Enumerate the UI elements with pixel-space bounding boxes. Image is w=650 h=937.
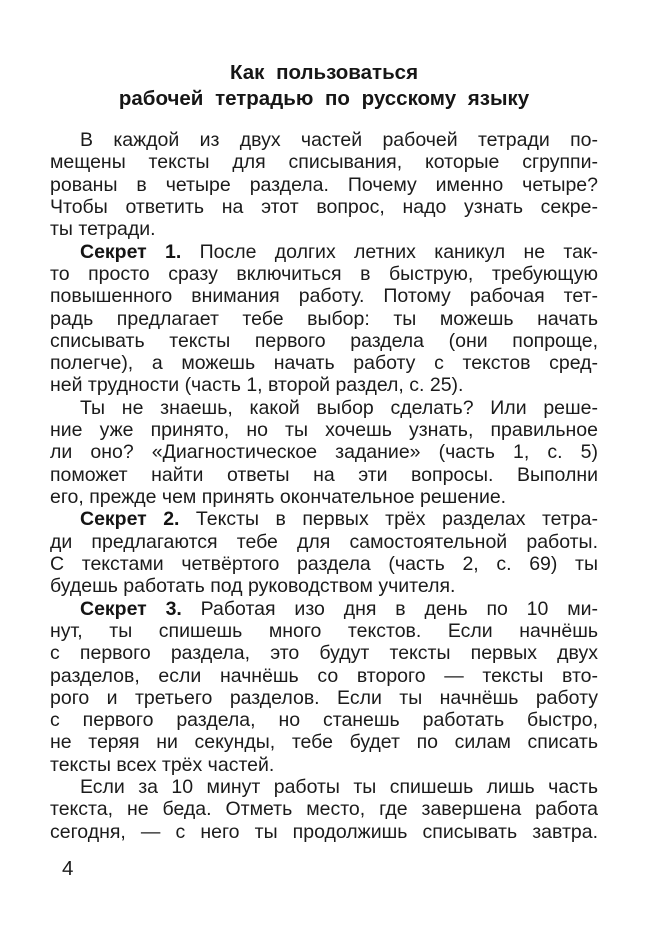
text-line: ди предлагаются тебе для самостоятельной работы. xyxy=(50,530,598,553)
text-line: списывать тексты первого раздела (они попроще, xyxy=(50,329,598,352)
page-title-line-2: рабочей тетрадью по русскому языку xyxy=(118,86,530,110)
text-line: Чтобы ответить на этот вопрос, надо узнать секре- xyxy=(50,195,598,218)
text-line: ней трудности (часть 1, второй раздел, с. 25). xyxy=(50,374,464,397)
body-text xyxy=(50,129,598,843)
text-line: нут, ты спишешь много текстов. Если начнёшь xyxy=(50,619,598,642)
text-line: радь предлагает тебе выбор: ты можешь начать xyxy=(50,307,598,330)
text-line: мещены тексты для списывания, которые сгруппи- xyxy=(50,151,598,174)
text-line: сегодня, — с него ты продолжишь списывать завтра. xyxy=(50,820,598,843)
text-line: полегче), а можешь начать работу с текстов сред- xyxy=(50,352,598,375)
text-line: ты тетради. xyxy=(50,218,156,241)
text-line: Если за 10 минут работы ты спишешь лишь часть xyxy=(80,776,598,799)
page-title xyxy=(50,60,598,111)
secret-heading: Секрет 3. xyxy=(80,597,182,620)
text-line: не теряя ни секунды, тебе будет по силам списать xyxy=(50,731,598,754)
text-line: тексты всех трёх частей. xyxy=(50,753,275,776)
page-number: 4 xyxy=(62,857,74,880)
text-line: его, прежде чем принять окончательное решение. xyxy=(50,486,507,508)
text-line: с первого раздела, но станешь работать быстро, xyxy=(50,709,598,732)
text-line: рого и третьего разделов. Если ты начнёшь работу xyxy=(50,686,598,709)
text-line: повышенного внимания работу. Потому рабочая тет- xyxy=(50,285,598,308)
text-line: то просто сразу включиться в быструю, требующую xyxy=(50,262,598,285)
text-line: с первого раздела, это будут тексты первых двух xyxy=(50,642,598,665)
text-line: Секрет 3. Работая изо дня в день по 10 ми- xyxy=(80,597,599,620)
text-line: будешь работать под руководством учителя. xyxy=(50,575,456,598)
text-line: Ты не знаешь, какой выбор сделать? Или реше- xyxy=(80,396,598,419)
secret-heading: Секрет 1. xyxy=(80,240,182,263)
page-title-line-1: Как пользоваться xyxy=(229,61,419,84)
text-line: В каждой из двух частей рабочей тетради по- xyxy=(80,129,598,151)
text-line: текста, не беда. Отметь место, где завершена работа xyxy=(50,798,598,821)
text-line: С текстами четвёртого раздела (часть 2, с. 69) ты xyxy=(50,552,598,575)
text-line: ли оно? «Диагностическое задание» (часть 1, с. 5) xyxy=(50,441,598,464)
text-line: поможет найти ответы на эти вопросы. Выполни xyxy=(50,463,598,486)
text-line: рованы в четыре раздела. Почему именно четыре? xyxy=(50,173,598,196)
text-line: разделов, если начнёшь со второго — тексты вто- xyxy=(50,664,598,687)
text-line: Секрет 2. Тексты в первых трёх разделах тетра- xyxy=(80,508,598,531)
text-line: ние уже принято, но ты хочешь узнать, правильное xyxy=(50,419,598,442)
secret-heading: Секрет 2. xyxy=(80,508,180,531)
text-line: Секрет 1. После долгих летних каникул не так- xyxy=(80,240,598,263)
